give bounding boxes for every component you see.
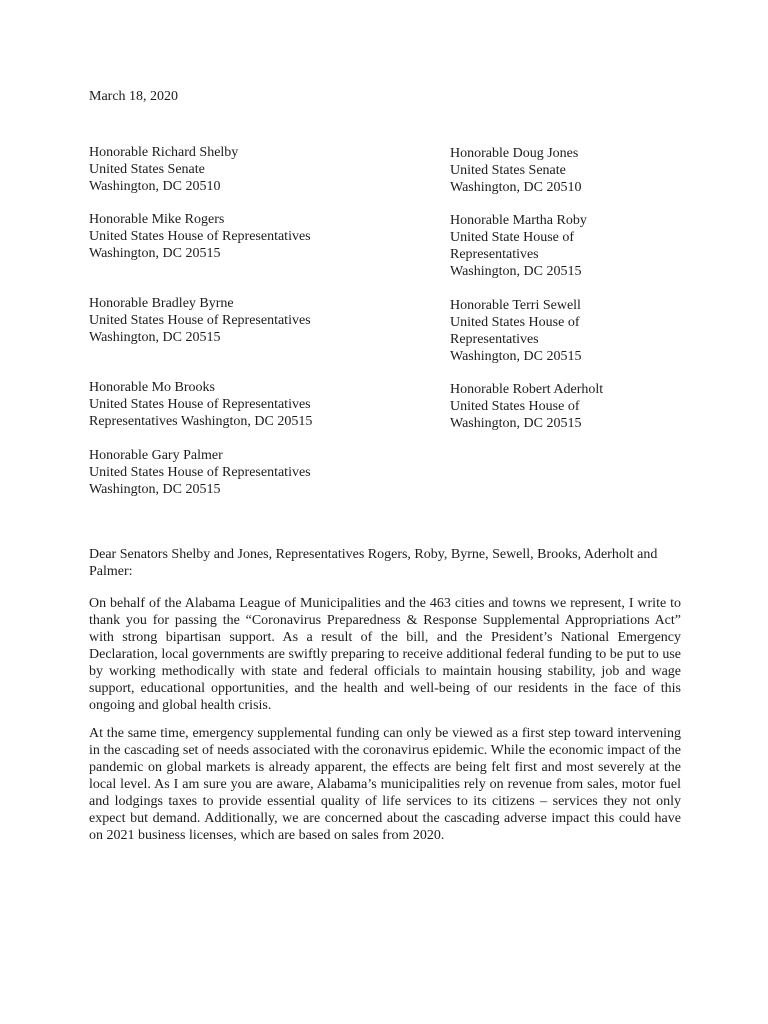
addressee-line: Representatives [450,332,539,347]
addressee-line: Washington, DC 20515 [89,482,221,497]
addressee-line: Washington, DC 20515 [450,416,582,431]
letter-date: March 18, 2020 [89,89,179,104]
salutation: Dear Senators Shelby and Jones, Representatives Rogers, Roby, Byrne, Sewell, Brooks, Aderholt and Palmer: [89,547,658,579]
addressee-line: United States House of Representatives [89,465,311,480]
addressee-line: United State House of [450,230,575,245]
addressee-line: United States Senate [450,163,566,178]
addressee-name: Honorable Robert Aderholt [450,382,604,397]
addressee-name: Honorable Mike Rogers [89,212,225,227]
addressee-line: United States House of Representatives [89,397,311,412]
addressee-name: Honorable Gary Palmer [89,448,223,463]
addressee-brooks [89,379,312,430]
addressee-line: Washington, DC 20510 [450,180,582,195]
body-paragraph-1: On behalf of the Alabama League of Municipalities and the 463 cities and towns we represent, I write to thank you for passing the “Coronavirus Preparedness & Response Supplemental Appropriations Act” with strong bipartisan support. As a result of the bill, and the President’s National Emergency Declaration, local governments are swiftly preparing to receive additional federal funding to be put to use by working methodically with state and federal officials to maintain housing stability, job and wage support, educational opportunities, and the health and well-being of our residents in the face of this ongoing and global health crisis. [89,596,681,713]
addressee-name: Honorable Richard Shelby [89,145,239,160]
addressee-name: Honorable Mo Brooks [89,380,215,395]
addressee-name: Honorable Martha Roby [450,213,587,228]
addressee-name: Honorable Bradley Byrne [89,296,234,311]
addressee-rogers [89,211,311,262]
addressee-line: United States House of Representatives [89,229,311,244]
addressee-palmer [89,447,311,498]
addressee-line: Washington, DC 20515 [450,349,582,364]
addressee-line: United States Senate [89,162,205,177]
addressee-line: Washington, DC 20510 [89,179,221,194]
addressee-name: Honorable Doug Jones [450,146,579,161]
addressee-roby [450,212,587,280]
addressee-line: Representatives [450,247,539,262]
addressee-line: United States House of [450,315,580,330]
addressee-line: Representatives Washington, DC 20515 [89,414,313,429]
addressee-name: Honorable Terri Sewell [450,298,581,313]
addressee-sewell [450,297,581,365]
addressee-line: Washington, DC 20515 [89,246,221,261]
body-paragraph-2: At the same time, emergency supplemental funding can only be viewed as a first step toward intervening in the cascading set of needs associated with the coronavirus epidemic. While the economic impact of the pandemic on global markets is already apparent, the effects are being felt first and most severely at the local level. As I am sure you are aware, Alabama’s municipalities rely on revenue from sales, motor fuel and lodgings taxes to provide essential quality of life services to its citizens – services they not only expect but demand. Additionally, we are concerned about the cascading adverse impact this could have on 2021 business licenses, which are based on sales from 2020. [89,726,681,843]
addressee-line: Washington, DC 20515 [450,264,582,279]
addressee-line: United States House of [450,399,580,414]
addressee-shelby [89,144,238,195]
addressee-aderholt [450,381,603,432]
addressee-byrne [89,295,311,346]
addressee-line: United States House of Representatives [89,313,311,328]
addressee-jones [450,145,581,196]
addressee-line: Washington, DC 20515 [89,330,221,345]
